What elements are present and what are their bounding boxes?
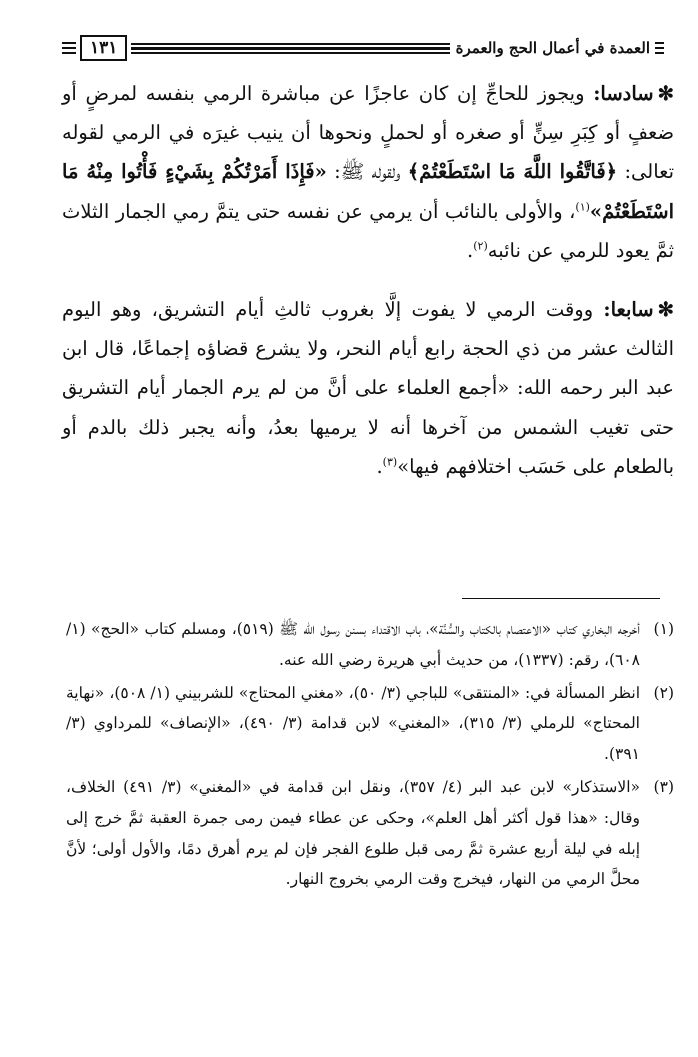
footnote-divider bbox=[462, 598, 660, 599]
paragraph-seventh bbox=[62, 290, 674, 486]
paragraph-text: ووقت الرمي لا يفوت إلَّا بغروب ثالثِ أيام التشريق، وهو اليوم الثالث عشر من ذي الحجة رابع أيام النحر، ولا يشرع قضاؤه إجماعًا، قال ابن عبد البر رحمه الله: «أجمع العلماء على أنَّ من لم يرم الجمار أيام التشريق حتى تغيب الشمس من آخرها أنه لا يرميها بعدُ، وأنه يجبر ذلك بالدم أو بالطعام على حَسَب اختلافهم فيها» bbox=[62, 298, 674, 478]
footnote-text: أخرجه البخاري كتاب «الاعتصام بالكتاب والسُّنَّة»، باب الاقتداء بسنن رسول الله ﷺ (٥١٩)، ومسلم كتاب «الحج» (١/ ٦٠٨)، رقم: (١٣٣٧)، من حديث أبي هريرة رضي الله عنه. bbox=[66, 620, 640, 669]
footnote-number: (٣) bbox=[653, 777, 674, 796]
paragraph-lead: سادسا: bbox=[593, 82, 654, 105]
footnote-ref: (٣) bbox=[382, 455, 398, 469]
star-icon: ✻ bbox=[657, 298, 674, 322]
footnotes bbox=[66, 614, 674, 897]
footnote-ref: (٢) bbox=[473, 239, 488, 253]
footnote bbox=[66, 772, 674, 895]
header-rule-end bbox=[62, 42, 76, 54]
main-text bbox=[62, 74, 674, 486]
paragraph-lead: سابعا: bbox=[603, 298, 654, 322]
running-header bbox=[62, 28, 664, 68]
footnote bbox=[66, 678, 674, 770]
footnote bbox=[66, 614, 674, 676]
paragraph-sixth bbox=[62, 74, 674, 270]
running-title: العمدة في أعمال الحج والعمرة bbox=[455, 39, 650, 57]
paragraph-text: ولقوله ﷺ: bbox=[326, 160, 408, 184]
paragraph-text: ، والأولى بالنائب أن يرمي عن نفسه حتى يتمَّ رمي الجمار الثلاث ثمَّ يعود للرمي عن نائبه bbox=[62, 199, 674, 262]
quran-verse: ﴿فَاتَّقُوا اللَّهَ مَا اسْتَطَعْتُمْ﴾ bbox=[407, 160, 618, 184]
footnote-text: «الاستذكار» لابن عبد البر (٤/ ٣٥٧)، ونقل ابن قدامة في «المغني» (٣/ ٤٩١) الخلاف، وقال: «هذا قول أكثر أهل العلم»، وحكى عن عطاء فيمن رمى جمرة العقبة ثمَّ خرج إلى إبله في ليلة أربع عشرة ثمَّ رمى قبل طلوع الفجر فإن لم يرم أهرق دمًا، والأول أولى؛ لأنَّ محلَّ الرمي من النهار، فيخرج وقت الرمي بخروج النهار. bbox=[66, 777, 641, 889]
paragraph-text: ويجوز للحاجِّ إن كان عاجزًا عن مباشرة الرمي بنفسه لمرضٍ أو ضعفٍ أو كِبَرِ سِنٍّ أو صغره أو لحملٍ ونحوها أن ينيب غيرَه في الرمي لقوله تعالى: bbox=[62, 82, 674, 184]
header-bullet-icon bbox=[655, 42, 664, 54]
header-rule bbox=[131, 43, 449, 54]
star-icon: ✻ bbox=[657, 82, 674, 105]
footnote-ref: (١) bbox=[575, 200, 590, 214]
page-number: ١٣١ bbox=[80, 35, 127, 61]
footnote-number: (١) bbox=[653, 620, 674, 638]
footnote-text: انظر المسألة في: «المنتقى» للباجي (٣/ ٥٠)، «مغني المحتاج» للشربيني (١/ ٥٠٨)، «نهاية المحتاج» للرملي (٣/ ٣١٥)، «المغني» لابن قدامة (٣/ ٤٩٠)، «الإنصاف» للمرداوي (٣/ ٣٩١). bbox=[66, 683, 641, 764]
hadith-quote: «فَإِذَا أَمَرْتُكُمْ بِشَيْءٍ فَأْتُوا مِنْهُ مَا اسْتَطَعْتُمْ» bbox=[62, 160, 674, 223]
footnote-number: (٢) bbox=[653, 683, 674, 702]
paragraph-text: . bbox=[376, 454, 383, 478]
paragraph-text: . bbox=[467, 238, 474, 262]
